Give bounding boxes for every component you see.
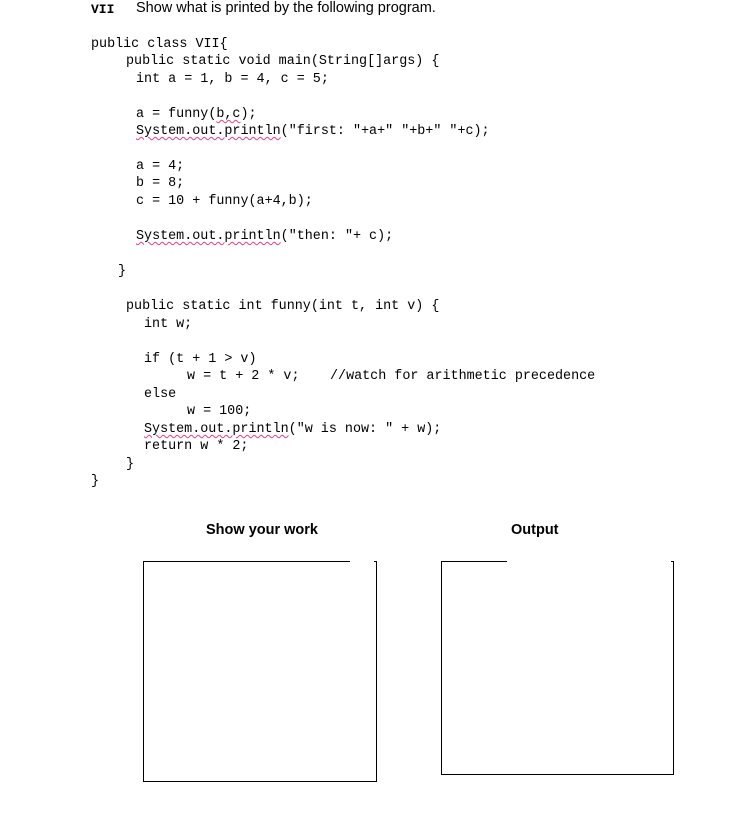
work-box[interactable] xyxy=(143,561,377,782)
assign-a-line xyxy=(136,106,257,123)
question-number: VII xyxy=(91,2,115,17)
print-then-call: System.out.println xyxy=(136,229,281,244)
print-w-call: System.out.println xyxy=(144,422,289,437)
print-first-args: ("first: "+a+" "+b+" "+c); xyxy=(280,124,490,139)
work-box-border-gap xyxy=(350,560,374,563)
else-assign-line: w = 100; xyxy=(187,404,252,419)
if-line: if (t + 1 > v) xyxy=(144,352,257,367)
then-assign-line: w = t + 2 * v; xyxy=(187,369,300,384)
set-c-line: c = 10 + funny(a+4,b); xyxy=(136,194,313,209)
funny-variable-declaration: int w; xyxy=(144,317,193,332)
main-declaration: public static void main(String[]args) { xyxy=(126,54,440,69)
print-w-line xyxy=(144,421,441,438)
assign-a-suffix: ); xyxy=(240,107,257,122)
print-w-args: ("w is now: " + w); xyxy=(288,422,442,437)
assign-a-prefix: a = funny( xyxy=(136,107,217,122)
set-b-line: b = 8; xyxy=(136,176,185,191)
output-box[interactable] xyxy=(441,561,674,775)
else-line: else xyxy=(144,387,177,402)
output-label: Output xyxy=(511,522,559,538)
main-close-brace: } xyxy=(118,264,127,279)
funny-close-brace: } xyxy=(126,457,135,472)
output-box-border-gap xyxy=(507,560,671,563)
print-then-args: ("then: "+ c); xyxy=(280,229,394,244)
class-close-brace: } xyxy=(91,474,100,489)
precedence-comment: //watch for arithmetic precedence xyxy=(330,369,596,384)
work-label: Show your work xyxy=(206,522,318,538)
question-prompt: Show what is printed by the following program. xyxy=(136,0,436,16)
main-variable-declaration: int a = 1, b = 4, c = 5; xyxy=(136,72,329,87)
print-first-call: System.out.println xyxy=(136,124,281,139)
return-line: return w * 2; xyxy=(144,439,249,454)
print-first-line xyxy=(136,123,490,140)
print-then-line xyxy=(136,228,393,245)
funny-declaration: public static int funny(int t, int v) { xyxy=(126,299,440,314)
set-a-line: a = 4; xyxy=(136,159,185,174)
class-declaration: public class VII{ xyxy=(91,37,228,52)
assign-a-args: b,c xyxy=(216,107,241,122)
